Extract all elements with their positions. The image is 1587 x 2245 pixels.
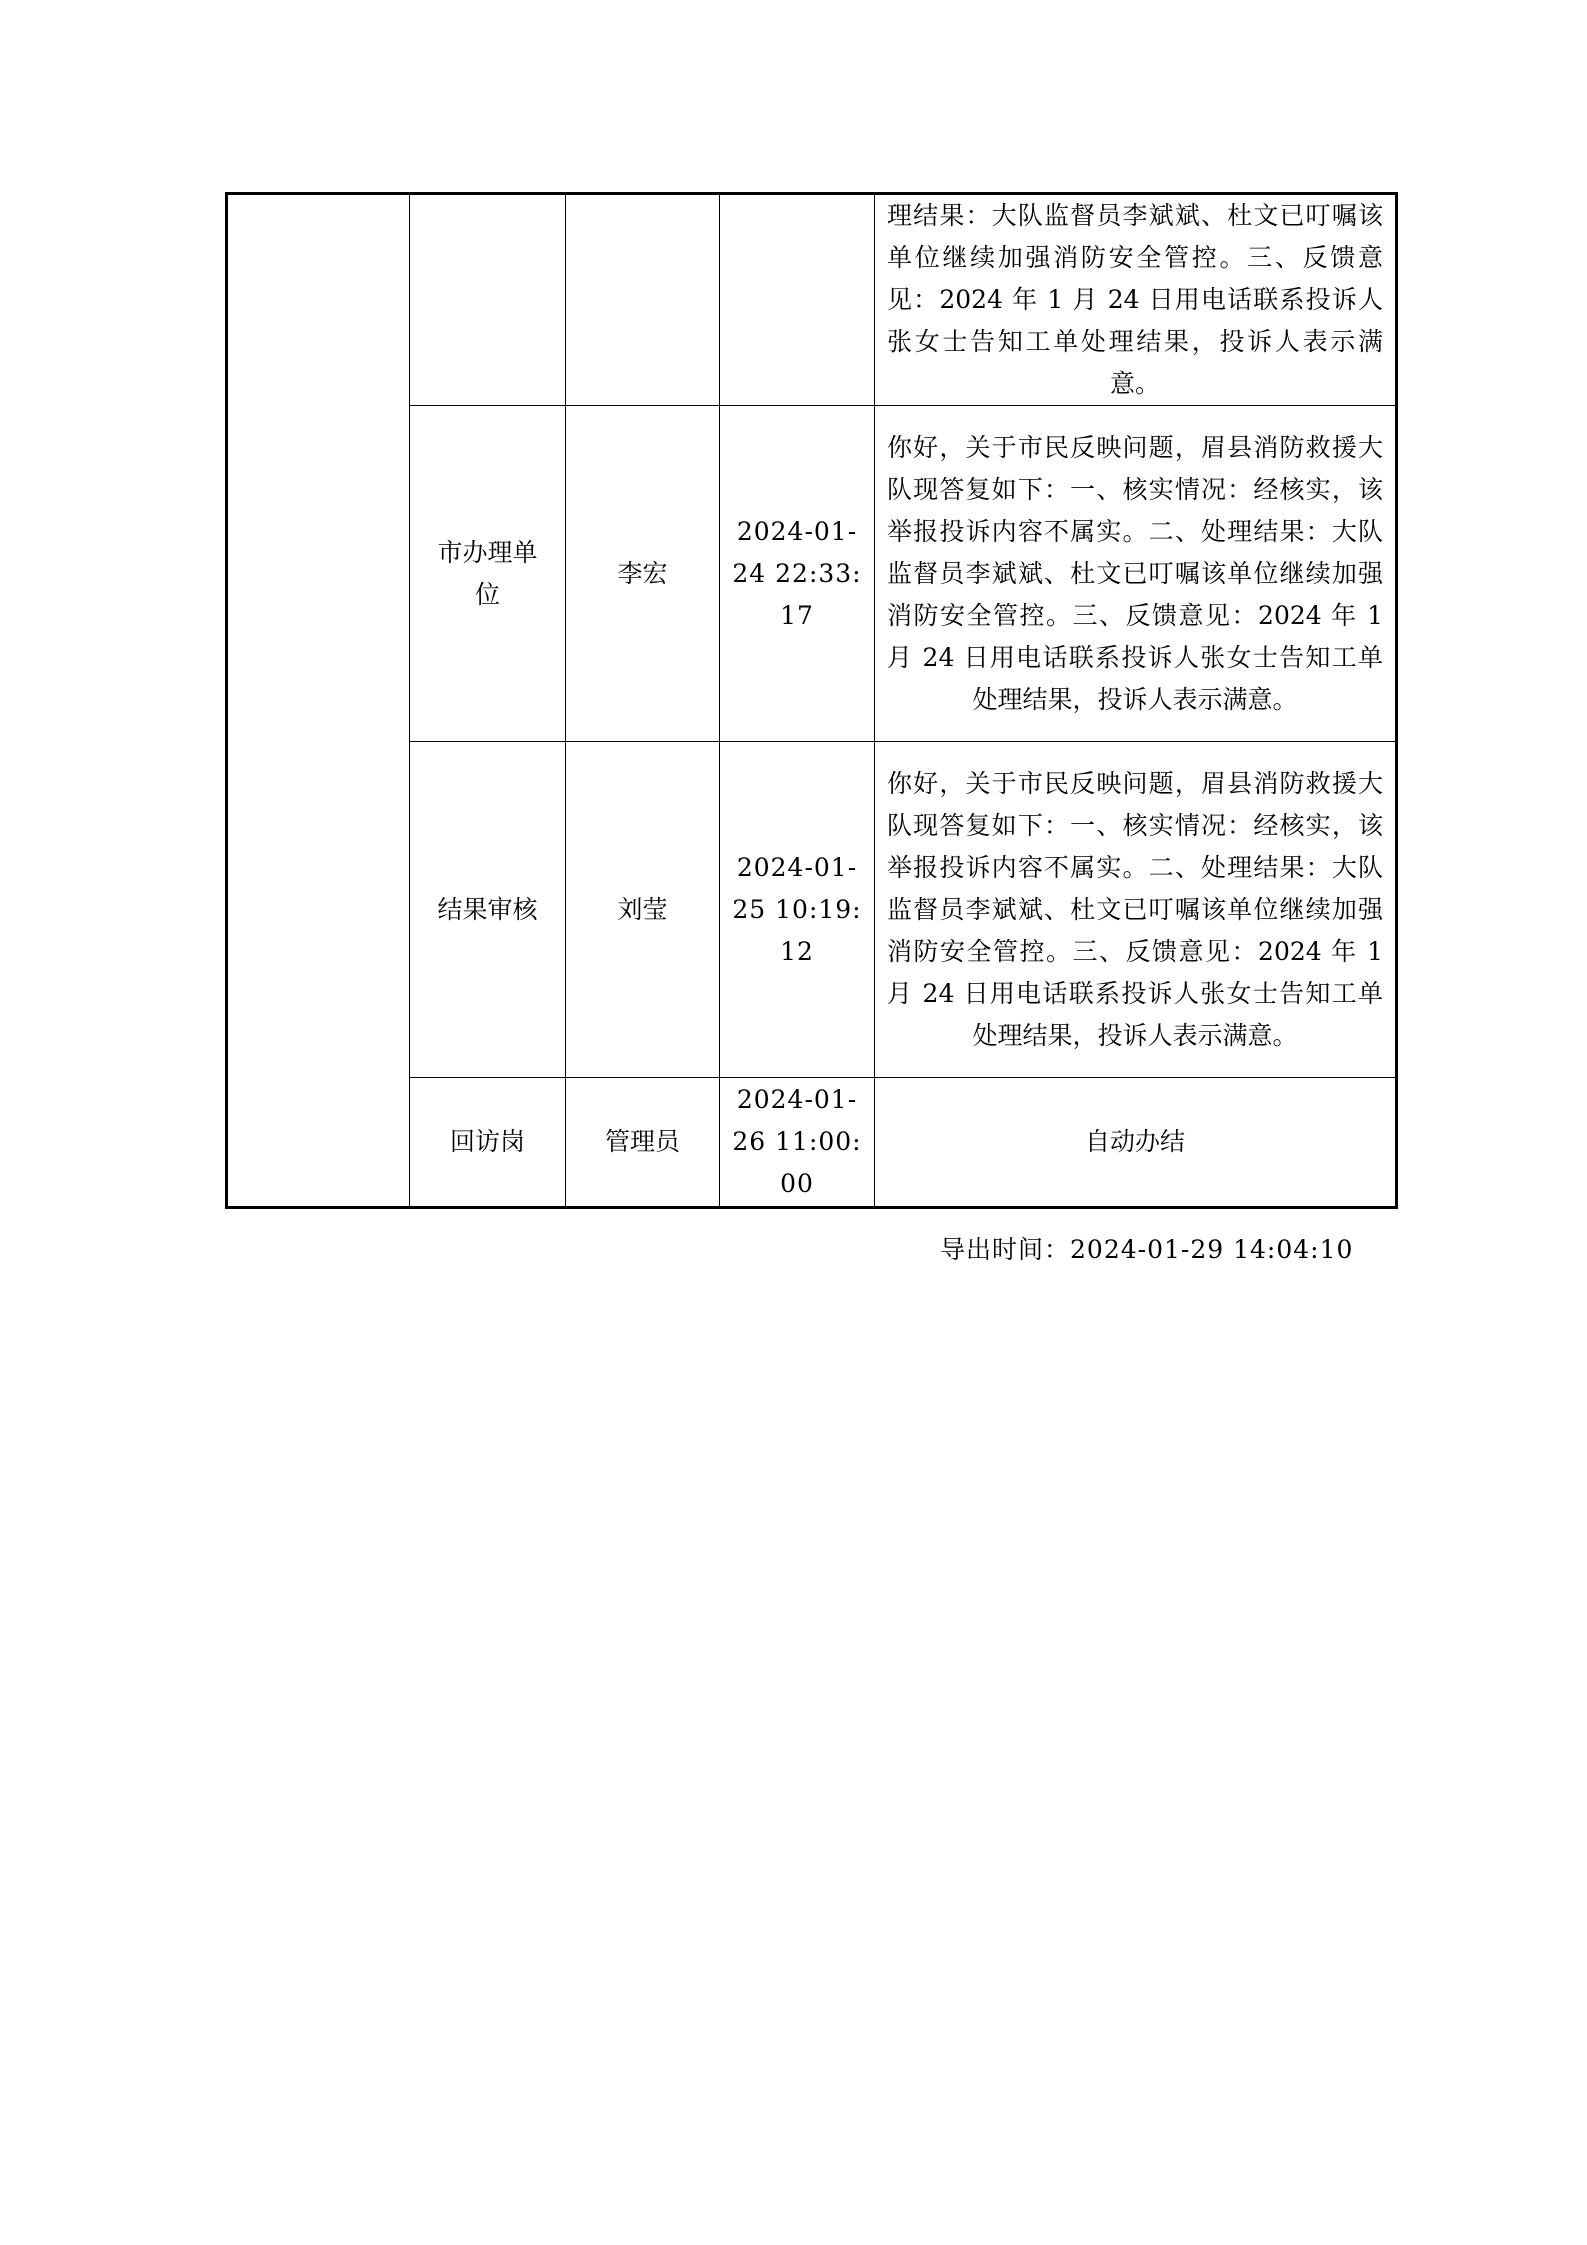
merged-label-cell xyxy=(227,194,410,1208)
node-cell xyxy=(410,194,566,406)
export-time-label: 导出时间： xyxy=(940,1235,1071,1264)
processing-record-table xyxy=(225,192,1398,1209)
content-text: 你好，关于市民反映问题，眉县消防救援大队现答复如下：一、核实情况：经核实，该举报投诉内容不属实。二、处理结果：大队监督员李斌斌、杜文已叮嘱该单位继续加强消防安全管控。三、反馈意见：2024 年 1 月 24 日用电话联系投诉人张女士告知工单处理结果，投诉人表示满意。 xyxy=(887,432,1383,714)
content-text: 自动办结 xyxy=(1084,1127,1185,1156)
content-text: 你好，关于市民反映问题，眉县消防救援大队现答复如下：一、核实情况：经核实，该举报投诉内容不属实。二、处理结果：大队监督员李斌斌、杜文已叮嘱该单位继续加强消防安全管控。三、反馈意见：2024 年 1 月 24 日用电话联系投诉人张女士告知工单处理结果，投诉人表示满意。 xyxy=(887,768,1383,1050)
time-cell: 2024-01-24 22:33:17 xyxy=(720,406,875,742)
node-cell: 结果审核 xyxy=(410,742,566,1078)
time-cell: 2024-01-26 11:00:00 xyxy=(720,1078,875,1208)
content-text: 理结果：大队监督员李斌斌、杜文已叮嘱该单位继续加强消防安全管控。三、反馈意见：2024 年 1 月 24 日用电话联系投诉人张女士告知工单处理结果，投诉人表示满意。 xyxy=(887,201,1383,398)
content-cell xyxy=(875,1078,1397,1208)
time-cell: 2024-01-25 10:19:12 xyxy=(720,742,875,1078)
export-time xyxy=(940,1230,1353,1270)
handler-cell: 李宏 xyxy=(566,406,720,742)
node-cell: 市办理单位 xyxy=(410,406,566,742)
time-cell xyxy=(720,194,875,406)
content-cell xyxy=(875,194,1397,406)
node-cell: 回访岗 xyxy=(410,1078,566,1208)
table-row xyxy=(227,194,1397,406)
content-cell xyxy=(875,742,1397,1078)
handler-cell xyxy=(566,194,720,406)
handler-cell: 刘莹 xyxy=(566,742,720,1078)
handler-cell: 管理员 xyxy=(566,1078,720,1208)
export-time-value: 2024-01-29 14:04:10 xyxy=(1070,1235,1354,1264)
content-cell xyxy=(875,406,1397,742)
